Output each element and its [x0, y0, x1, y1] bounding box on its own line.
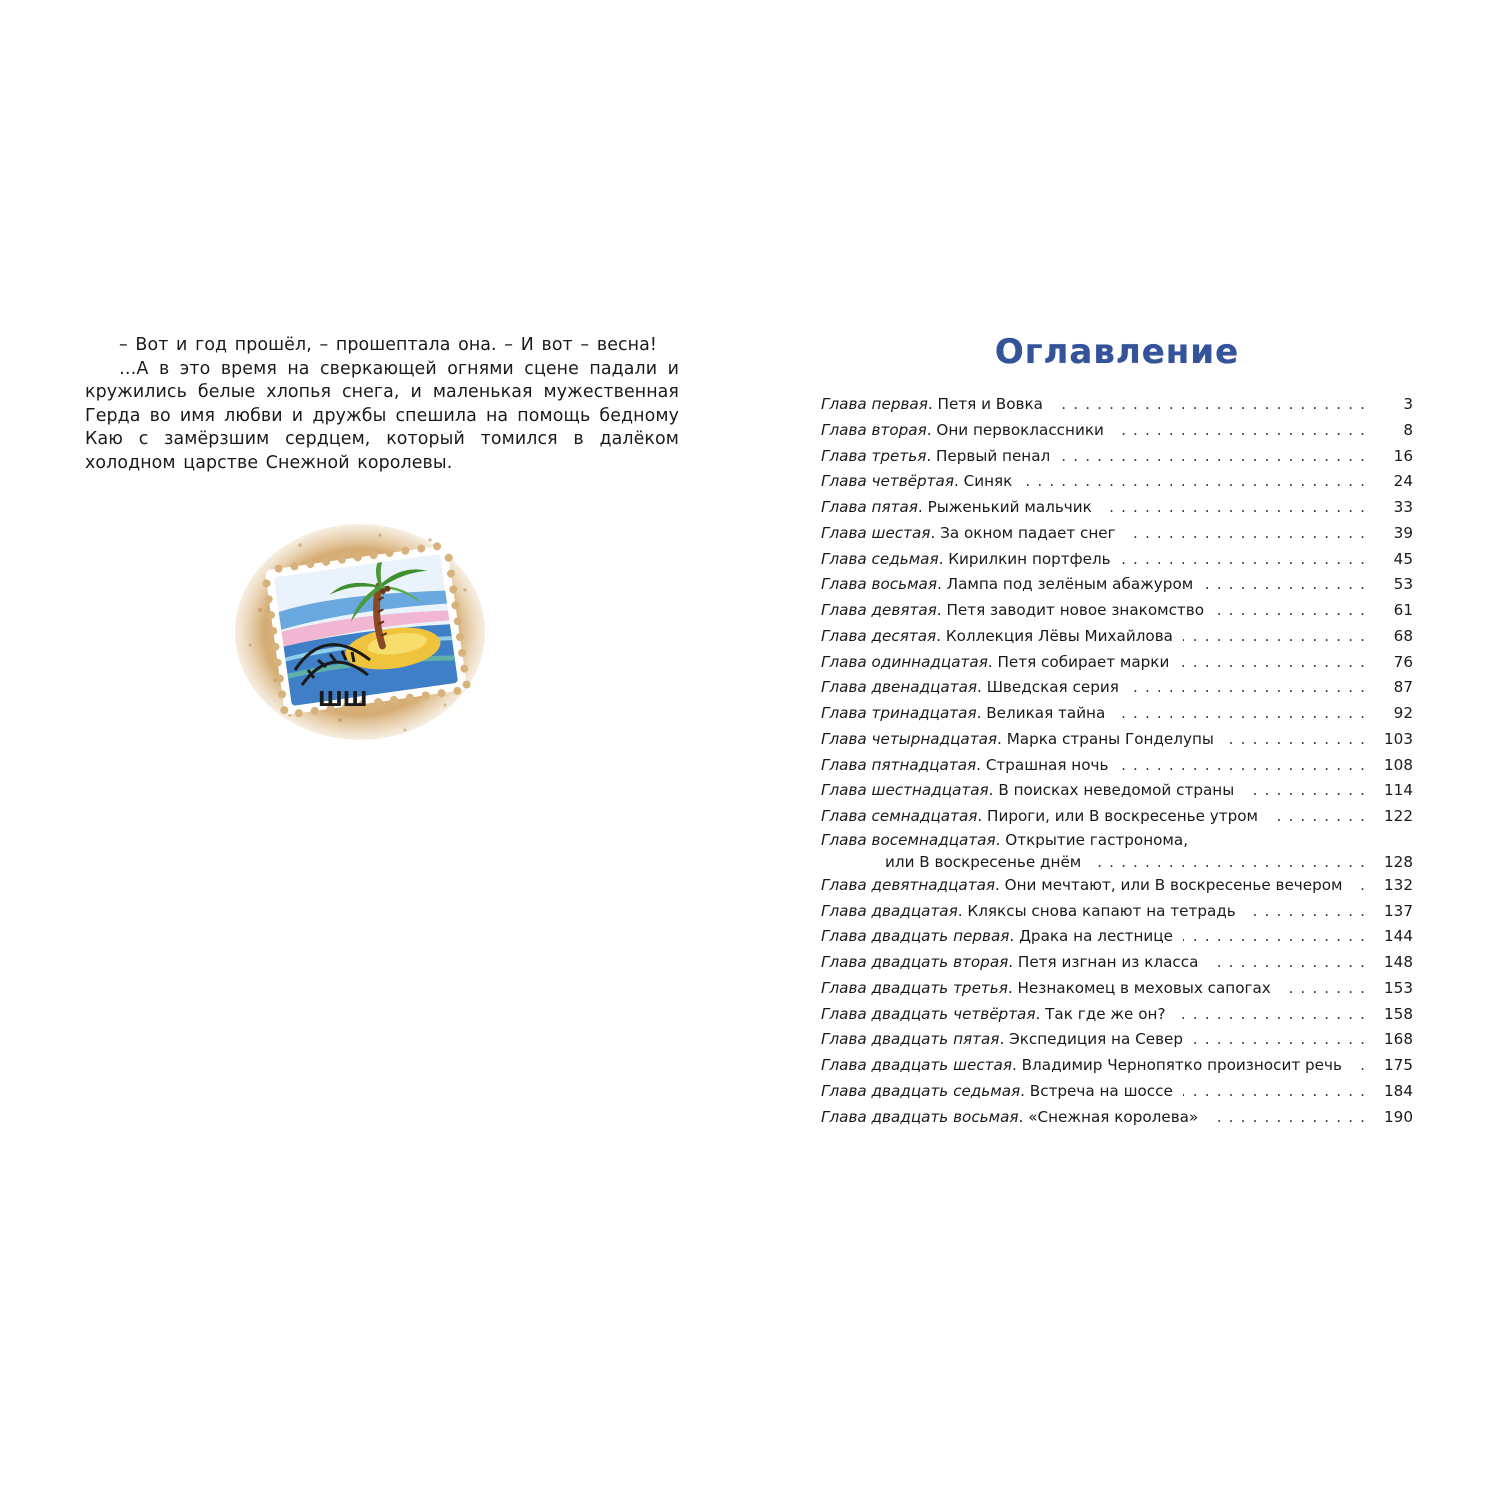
page-number: 175: [1384, 1056, 1413, 1074]
dot-leader: [1268, 804, 1365, 830]
toc-entry: [821, 495, 1413, 521]
toc-entry: [821, 950, 1413, 976]
dot-leader: [1208, 1105, 1365, 1131]
chapter-label: Глава тринадцатая: [821, 704, 977, 722]
page-number: 24: [1393, 472, 1413, 491]
chapter-title: Открытие гастронома,: [1005, 830, 1189, 849]
dot-leader: [1183, 924, 1365, 950]
chapter-title: Шведская серия: [986, 678, 1119, 697]
dot-leader: [1179, 650, 1365, 676]
toc-entry: [821, 1053, 1413, 1079]
page-number: 39: [1393, 523, 1413, 542]
toc-entry: [821, 392, 1413, 418]
toc-entry: [821, 598, 1413, 624]
label-separator: .: [937, 575, 947, 594]
label-separator: .: [997, 729, 1007, 748]
dot-leader: [1193, 1027, 1365, 1053]
toc-entry: [821, 701, 1413, 727]
left-page: [85, 334, 679, 476]
dot-leader: [1118, 753, 1365, 779]
label-separator: .: [1007, 978, 1018, 997]
chapter-title: Кирилкин портфель: [948, 549, 1111, 568]
toc-entry: [821, 521, 1413, 547]
chapter-title: Драка на лестнице: [1019, 927, 1173, 946]
dot-leader: [1060, 444, 1365, 470]
dot-leader: [1022, 469, 1365, 495]
label-separator: .: [938, 549, 949, 568]
dot-leader: [1091, 851, 1365, 873]
page-number: 144: [1384, 927, 1413, 946]
postage-stamp-illustration: [230, 520, 490, 750]
label-separator: .: [936, 601, 947, 619]
label-separator: .: [1035, 1004, 1046, 1023]
page-number: 87: [1393, 678, 1413, 697]
label-separator: .: [999, 1030, 1010, 1049]
dot-leader: [1214, 598, 1365, 624]
chapter-label: Глава двадцать седьмая: [821, 1081, 1021, 1100]
chapter-title: Коллекция Лёвы Михайлова: [945, 626, 1173, 645]
label-separator: .: [930, 523, 941, 542]
chapter-label: Глава шестая: [821, 523, 931, 542]
paragraph: – Вот и год прошёл, – прошептала она. – И вот – весна!: [119, 335, 657, 355]
dot-leader: [1246, 899, 1365, 925]
chapter-label: Глава двадцать первая: [821, 927, 1010, 946]
label-separator: .: [1018, 1107, 1029, 1126]
dot-leader: [1114, 418, 1365, 444]
dot-leader: [1053, 392, 1365, 418]
page-number: 168: [1384, 1030, 1413, 1049]
chapter-title: Первый пенал: [935, 446, 1051, 465]
toc-entry: [821, 830, 1413, 851]
chapter-title-continuation: или В воскресенье днём: [885, 852, 1082, 871]
chapter-label: Глава двадцать вторая: [821, 953, 1009, 971]
chapter-label: Глава четырнадцатая: [821, 729, 998, 748]
chapter-label: Глава третья: [821, 446, 927, 465]
chapter-title: «Снежная королева»: [1028, 1107, 1199, 1126]
chapter-title: Страшная ночь: [985, 755, 1109, 774]
postmark-text: ШШ: [318, 687, 368, 711]
chapter-label: Глава вторая: [821, 420, 927, 439]
toc-entry: [821, 873, 1413, 899]
toc-entry: [821, 1002, 1413, 1028]
chapter-title: Лампа под зелёным абажуром: [946, 575, 1194, 594]
chapter-title: В поисках неведомой страны: [998, 781, 1235, 800]
label-separator: .: [1009, 927, 1020, 946]
label-separator: .: [976, 755, 986, 774]
toc-entry: [821, 469, 1413, 495]
label-separator: .: [995, 830, 1006, 849]
chapter-title: Они мечтают, или В воскресенье вечером: [1004, 875, 1343, 894]
dot-leader: [1102, 495, 1365, 521]
page-number: 16: [1393, 446, 1413, 465]
dot-leader: [1183, 624, 1365, 650]
toc-entry: [821, 1105, 1413, 1131]
chapter-label: Глава одиннадцатая: [821, 652, 988, 671]
toc-list: [821, 392, 1413, 1130]
chapter-label: Глава пятая: [821, 498, 918, 516]
chapter-label: Глава четвёртая: [821, 472, 954, 491]
page-number: 61: [1393, 601, 1413, 619]
dot-leader: [1224, 727, 1365, 753]
table-of-contents: [821, 330, 1413, 1130]
toc-entry: [821, 418, 1413, 444]
chapter-label: Глава двадцатая: [821, 901, 958, 920]
chapter-label: Глава двадцать восьмая: [821, 1107, 1019, 1126]
chapter-label: Глава двенадцатая: [821, 678, 978, 697]
chapter-title: Петя изгнан из класса: [1017, 953, 1199, 971]
chapter-title: Так где же он?: [1045, 1004, 1166, 1023]
toc-entry: [821, 444, 1413, 470]
toc-entry: [821, 804, 1413, 830]
dot-leader: [1281, 976, 1365, 1002]
chapter-label: Глава первая: [821, 395, 928, 413]
dot-leader: [1203, 572, 1365, 598]
dot-leader: [1115, 701, 1365, 727]
chapter-label: Глава восьмая: [821, 575, 938, 594]
dot-leader: [1352, 1053, 1365, 1079]
chapter-title: За окном падает снег: [940, 523, 1116, 542]
dot-leader: [1353, 873, 1366, 899]
dot-leader: [1183, 1079, 1365, 1105]
toc-entry: [821, 547, 1413, 573]
page-number: 132: [1384, 875, 1413, 894]
toc-title: Оглавление: [994, 332, 1240, 372]
chapter-title: Встреча на шоссе: [1029, 1081, 1173, 1100]
page-number: 103: [1384, 729, 1413, 748]
chapter-title: Владимир Чернопятко произносит речь: [1021, 1056, 1342, 1074]
chapter-title: Синяк: [963, 472, 1013, 491]
story-text: [85, 334, 679, 476]
toc-entry: [821, 572, 1413, 598]
chapter-title: Кляксы снова капают на тетрадь: [967, 901, 1236, 920]
chapter-label: Глава двадцать пятая: [821, 1030, 1000, 1049]
label-separator: .: [987, 652, 998, 671]
page-number: 137: [1384, 901, 1413, 920]
chapter-title: Рыженький мальчик: [927, 498, 1092, 516]
chapter-label: Глава седьмая: [821, 549, 939, 568]
page-number: 53: [1393, 575, 1413, 594]
label-separator: .: [976, 704, 987, 722]
page-number: 190: [1384, 1107, 1413, 1126]
page-number: 128: [1384, 852, 1413, 871]
chapter-title: Марка страны Гонделупы: [1006, 729, 1214, 748]
dot-leader: [1121, 547, 1365, 573]
toc-entry: [821, 1079, 1413, 1105]
chapter-label: Глава семнадцатая: [821, 807, 978, 825]
page-number: 148: [1384, 953, 1413, 971]
page-number: 92: [1393, 704, 1413, 722]
chapter-label: Глава шестнадцатая: [821, 781, 989, 800]
page-number: 108: [1384, 755, 1413, 774]
page-number: 184: [1384, 1081, 1413, 1100]
page-number: 122: [1384, 807, 1413, 825]
label-separator: .: [995, 875, 1005, 894]
chapter-title: Великая тайна: [986, 704, 1106, 722]
label-separator: .: [977, 807, 988, 825]
chapter-label: Глава двадцать третья: [821, 978, 1008, 997]
label-separator: .: [936, 626, 946, 645]
page-number: 8: [1403, 420, 1413, 439]
label-separator: .: [957, 901, 968, 920]
dot-leader: [1208, 950, 1365, 976]
dot-leader: [1244, 778, 1365, 804]
chapter-label: Глава двадцать шестая: [821, 1056, 1012, 1074]
label-separator: .: [977, 678, 987, 697]
chapter-title: Петя собирает марки: [997, 652, 1170, 671]
toc-entry: [821, 924, 1413, 950]
page-number: 45: [1393, 549, 1413, 568]
chapter-title: Они первоклассники: [936, 420, 1104, 439]
label-separator: .: [988, 781, 999, 800]
chapter-label: Глава девятая: [821, 601, 937, 619]
toc-entry: [821, 753, 1413, 779]
page-number: 33: [1393, 498, 1413, 516]
page-number: 114: [1384, 781, 1413, 800]
label-separator: .: [926, 420, 937, 439]
toc-entry-continuation: [821, 851, 1413, 873]
toc-entry: [821, 899, 1413, 925]
label-separator: .: [953, 472, 964, 491]
toc-entry: [821, 650, 1413, 676]
label-separator: .: [926, 446, 936, 465]
dot-leader: [1126, 521, 1365, 547]
label-separator: .: [927, 395, 938, 413]
page-number: 153: [1384, 978, 1413, 997]
page-number: 3: [1403, 395, 1413, 413]
label-separator: .: [917, 498, 928, 516]
chapter-label: Глава двадцать четвёртая: [821, 1004, 1036, 1023]
chapter-label: Глава пятнадцатая: [821, 755, 977, 774]
dot-leader: [1176, 1002, 1365, 1028]
page-number: 68: [1393, 626, 1413, 645]
chapter-title: Пироги, или В воскресенье утром: [987, 807, 1259, 825]
toc-entry: [821, 727, 1413, 753]
chapter-title: Экспедиция на Север: [1009, 1030, 1184, 1049]
chapter-label: Глава девятнадцатая: [821, 875, 996, 894]
chapter-label: Глава восемнадцатая: [821, 830, 996, 849]
toc-entry: [821, 624, 1413, 650]
chapter-title: Петя и Вовка: [937, 395, 1043, 413]
page-number: 158: [1384, 1004, 1413, 1023]
page-number: 76: [1393, 652, 1413, 671]
label-separator: .: [1008, 953, 1018, 971]
toc-entry: [821, 976, 1413, 1002]
toc-entry: [821, 778, 1413, 804]
chapter-title: Незнакомец в меховых сапогах: [1017, 978, 1271, 997]
dot-leader: [1129, 675, 1365, 701]
chapter-label: Глава десятая: [821, 626, 937, 645]
chapter-title: Петя заводит новое знакомство: [946, 601, 1205, 619]
paragraph: …А в это время на сверкающей огнями сцене падали и кружились белые хлопья снега, и маленькая мужественная Герда во имя любви и дружбы спешила на помощь бедному Каю с замёрзшим сердцем, который томился в далёком холодном царстве Снежной королевы.: [85, 358, 679, 473]
label-separator: .: [1011, 1056, 1022, 1074]
toc-entry: [821, 675, 1413, 701]
postage-stamp-palm-island-icon: [230, 520, 490, 750]
label-separator: .: [1020, 1081, 1030, 1100]
toc-entry: [821, 1027, 1413, 1053]
